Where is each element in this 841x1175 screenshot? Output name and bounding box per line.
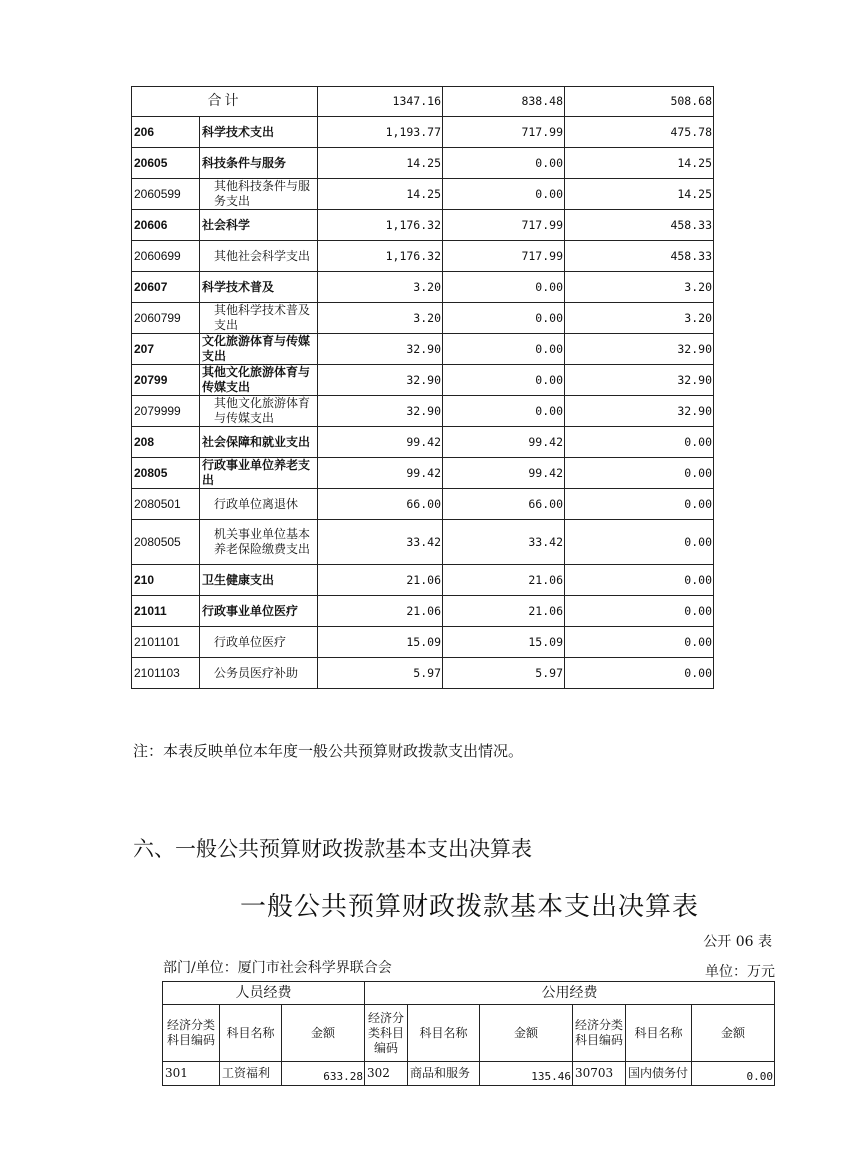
cell-value-3: 0.00 (565, 627, 714, 658)
cell-name: 行政事业单位养老支出 (200, 458, 318, 489)
section-heading: 六、一般公共预算财政拨款基本支出决算表 (133, 837, 532, 861)
cell-value-1: 14.25 (318, 148, 443, 179)
cell-value-3: 0.00 (565, 458, 714, 489)
col-name-header: 科目名称 (220, 1005, 282, 1062)
cell-value-2: 0.00 (443, 365, 565, 396)
total-value-3: 508.68 (565, 87, 714, 117)
cell-value-1: 15.09 (318, 627, 443, 658)
cell-value-2: 0.00 (443, 334, 565, 365)
cell-code: 2079999 (132, 396, 200, 427)
cell-code: 210 (132, 565, 200, 596)
cell-value-2: 5.97 (443, 658, 565, 689)
cell-code: 208 (132, 427, 200, 458)
cell-name: 卫生健康支出 (200, 565, 318, 596)
cell-value-1: 32.90 (318, 334, 443, 365)
cell-value-1: 21.06 (318, 565, 443, 596)
cell-value-3: 3.20 (565, 272, 714, 303)
cell-value-1: 32.90 (318, 365, 443, 396)
cell-name: 文化旅游体育与传媒支出 (200, 334, 318, 365)
cell-value-1: 33.42 (318, 520, 443, 565)
total-value-2: 838.48 (443, 87, 565, 117)
cell-value-2: 0.00 (443, 303, 565, 334)
cell-amount: 0.00 (692, 1062, 775, 1086)
cell-name: 社会科学 (200, 210, 318, 241)
table-row (132, 117, 714, 148)
cell-value-1: 1,176.32 (318, 241, 443, 272)
cell-value-2: 717.99 (443, 117, 565, 148)
cell-name: 国内债务付 (626, 1062, 692, 1086)
cell-value-3: 0.00 (565, 489, 714, 520)
cell-code: 301 (163, 1062, 220, 1086)
cell-value-3: 0.00 (565, 520, 714, 565)
cell-value-3: 14.25 (565, 179, 714, 210)
cell-value-2: 99.42 (443, 427, 565, 458)
cell-value-1: 1,193.77 (318, 117, 443, 148)
table-row (132, 365, 714, 396)
cell-code: 20805 (132, 458, 200, 489)
col-name-header: 科目名称 (408, 1005, 480, 1062)
cell-value-2: 717.99 (443, 241, 565, 272)
cell-code: 2060699 (132, 241, 200, 272)
table-row (132, 596, 714, 627)
cell-code: 20606 (132, 210, 200, 241)
cell-amount: 135.46 (480, 1062, 573, 1086)
basic-expenditure-table (162, 981, 775, 1086)
cell-name: 行政单位离退休 (200, 489, 318, 520)
table-row (132, 458, 714, 489)
cell-value-1: 3.20 (318, 303, 443, 334)
department-label: 部门/单位：厦门市社会科学界联合会 (163, 960, 392, 976)
table-row (132, 334, 714, 365)
table-id: 公开 06 表 (703, 934, 772, 950)
cell-value-2: 66.00 (443, 489, 565, 520)
cell-code: 302 (365, 1062, 408, 1086)
basic-table-title: 一般公共预算财政拨款基本支出决算表 (240, 892, 700, 922)
cell-name: 其他社会科学支出 (200, 241, 318, 272)
cell-value-2: 0.00 (443, 179, 565, 210)
col-amount-header: 金额 (282, 1005, 365, 1062)
cell-code: 20607 (132, 272, 200, 303)
group-header-row (163, 982, 775, 1005)
table-row (132, 627, 714, 658)
cell-value-1: 5.97 (318, 658, 443, 689)
cell-value-2: 21.06 (443, 596, 565, 627)
table-row (132, 241, 714, 272)
cell-value-1: 3.20 (318, 272, 443, 303)
cell-value-3: 0.00 (565, 658, 714, 689)
cell-value-3: 475.78 (565, 117, 714, 148)
cell-name: 科学技术普及 (200, 272, 318, 303)
cell-name: 科技条件与服务 (200, 148, 318, 179)
unit-label: 单位：万元 (705, 964, 775, 980)
cell-value-3: 458.33 (565, 241, 714, 272)
cell-value-3: 32.90 (565, 334, 714, 365)
cell-name: 其他文化旅游体育与传媒支出 (200, 365, 318, 396)
table-row (132, 427, 714, 458)
cell-name: 其他文化旅游体育与传媒支出 (200, 396, 318, 427)
cell-value-2: 0.00 (443, 272, 565, 303)
cell-amount: 633.28 (282, 1062, 365, 1086)
cell-value-2: 0.00 (443, 396, 565, 427)
cell-name: 行政单位医疗 (200, 627, 318, 658)
table-row (132, 565, 714, 596)
cell-name: 机关事业单位基本养老保险缴费支出 (200, 520, 318, 565)
cell-code: 20799 (132, 365, 200, 396)
cell-value-2: 717.99 (443, 210, 565, 241)
col-code-header: 经济分类科目编码 (365, 1005, 408, 1062)
cell-name: 行政事业单位医疗 (200, 596, 318, 627)
cell-code: 2080505 (132, 520, 200, 565)
table-row (132, 658, 714, 689)
cell-code: 206 (132, 117, 200, 148)
cell-value-2: 15.09 (443, 627, 565, 658)
col-amount-header: 金额 (692, 1005, 775, 1062)
table-row (132, 396, 714, 427)
cell-name: 商品和服务 (408, 1062, 480, 1086)
cell-name: 公务员医疗补助 (200, 658, 318, 689)
cell-name: 其他科技条件与服务支出 (200, 179, 318, 210)
group-personnel: 人员经费 (163, 982, 365, 1005)
cell-code: 2060599 (132, 179, 200, 210)
col-code-header: 经济分类科目编码 (163, 1005, 220, 1062)
table-row (163, 1062, 775, 1086)
cell-value-3: 0.00 (565, 427, 714, 458)
group-public: 公用经费 (365, 982, 775, 1005)
col-name-header: 科目名称 (626, 1005, 692, 1062)
cell-code: 21011 (132, 596, 200, 627)
cell-value-3: 32.90 (565, 365, 714, 396)
cell-code: 20605 (132, 148, 200, 179)
total-value-1: 1347.16 (318, 87, 443, 117)
cell-value-1: 32.90 (318, 396, 443, 427)
col-amount-header: 金额 (480, 1005, 573, 1062)
cell-value-2: 0.00 (443, 148, 565, 179)
cell-value-2: 33.42 (443, 520, 565, 565)
col-code-header: 经济分类科目编码 (573, 1005, 626, 1062)
cell-code: 30703 (573, 1062, 626, 1086)
expenditure-table (131, 86, 714, 689)
table-row (132, 489, 714, 520)
cell-name: 社会保障和就业支出 (200, 427, 318, 458)
column-header-row (163, 1005, 775, 1062)
cell-value-2: 99.42 (443, 458, 565, 489)
table-row (132, 179, 714, 210)
cell-value-3: 14.25 (565, 148, 714, 179)
cell-code: 207 (132, 334, 200, 365)
cell-code: 2060799 (132, 303, 200, 334)
cell-value-3: 3.20 (565, 303, 714, 334)
table-row (132, 303, 714, 334)
total-row (132, 87, 714, 117)
table-row (132, 210, 714, 241)
cell-name: 科学技术支出 (200, 117, 318, 148)
cell-value-1: 1,176.32 (318, 210, 443, 241)
cell-value-1: 99.42 (318, 458, 443, 489)
cell-value-3: 458.33 (565, 210, 714, 241)
cell-name: 工资福利 (220, 1062, 282, 1086)
total-label: 合计 (132, 87, 318, 117)
cell-code: 2101101 (132, 627, 200, 658)
table-row (132, 272, 714, 303)
cell-code: 2101103 (132, 658, 200, 689)
cell-value-3: 32.90 (565, 396, 714, 427)
cell-value-3: 0.00 (565, 565, 714, 596)
cell-value-3: 0.00 (565, 596, 714, 627)
cell-value-1: 66.00 (318, 489, 443, 520)
cell-value-1: 14.25 (318, 179, 443, 210)
cell-value-1: 21.06 (318, 596, 443, 627)
cell-value-1: 99.42 (318, 427, 443, 458)
cell-name: 其他科学技术普及支出 (200, 303, 318, 334)
table-row (132, 520, 714, 565)
cell-value-2: 21.06 (443, 565, 565, 596)
table-note: 注：本表反映单位本年度一般公共预算财政拨款支出情况。 (133, 742, 524, 760)
table-row (132, 148, 714, 179)
cell-code: 2080501 (132, 489, 200, 520)
